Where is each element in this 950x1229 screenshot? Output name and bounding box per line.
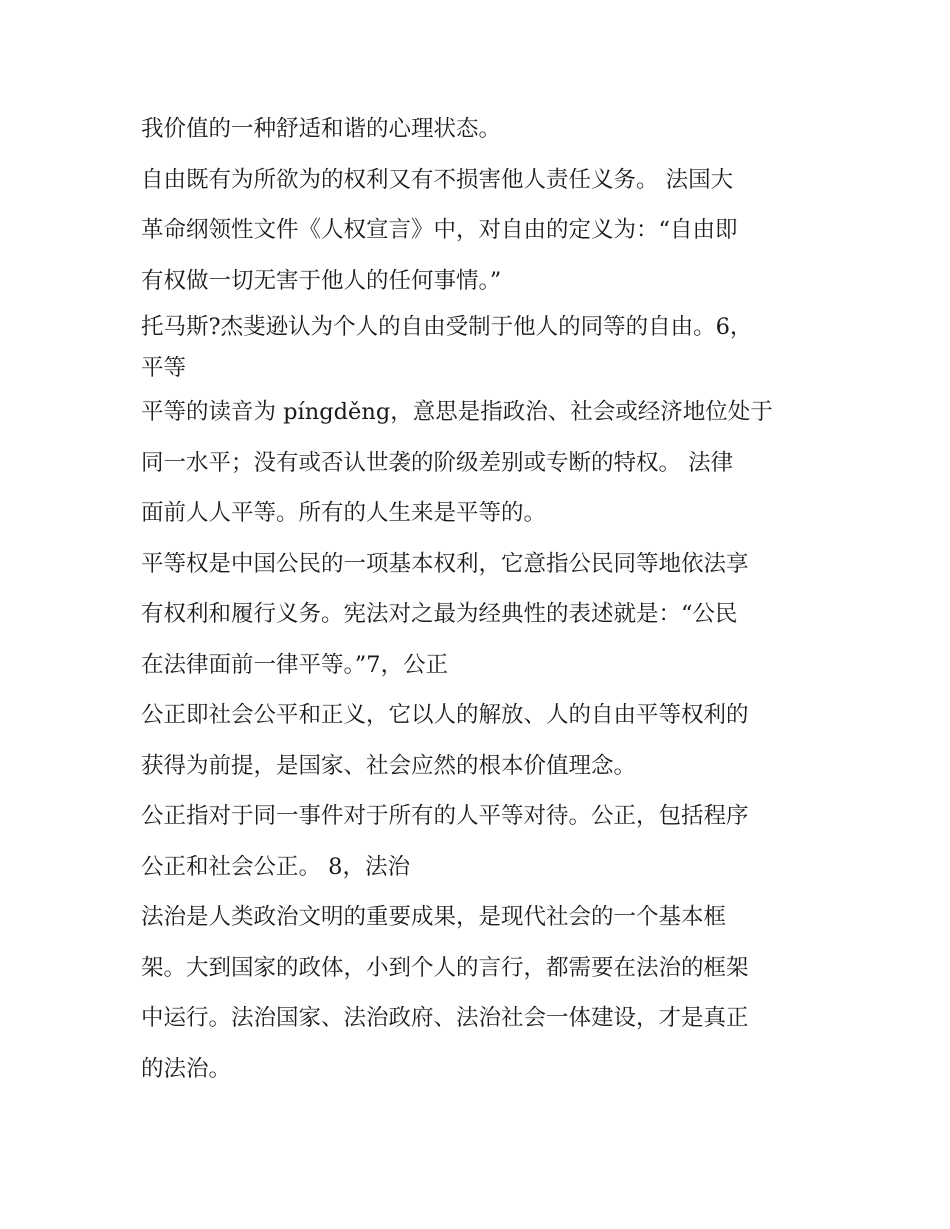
- text-line: 同一水平；没有或否认世袭的阶级差别或专断的特权。 法律: [141, 449, 734, 476]
- text-line: 的法治。: [141, 1055, 232, 1082]
- text-line: 在法律面前一律平等。”7，公正: [141, 651, 449, 678]
- text-line: 自由既有为所欲为的权利又有不损害他人责任义务。 法国大: [141, 166, 734, 193]
- text-line: 公正和社会公正。 8，法治: [141, 853, 410, 880]
- document-body: [141, 104, 821, 1094]
- text-line: 架。大到国家的政体，小到个人的言行，都需要在法治的框架: [141, 954, 749, 981]
- text-line: 公正即社会公平和正义，它以人的解放、人的自由平等权利的: [141, 702, 749, 728]
- text-line: 有权利和履行义务。宪法对之最为经典性的表述就是：“公民: [141, 601, 738, 627]
- text-line: 我价值的一种舒适和谐的心理状态。: [141, 116, 502, 142]
- text-line: 公正指对于同一事件对于所有的人平等对待。公正，包括程序: [141, 803, 749, 829]
- text-line: 平等: [141, 355, 187, 381]
- text-line: 法治是人类政治文明的重要成果，是现代社会的一个基本框: [141, 904, 727, 930]
- text-line: 面前人人平等。所有的人生来是平等的。: [141, 500, 547, 526]
- text-line: 有权做一切无害于他人的任何事情。”: [141, 267, 502, 294]
- text-line: 平等的读音为 píngděng，意思是指政治、社会或经济地位处于: [141, 399, 773, 425]
- text-line: 革命纲领性文件《人权宣言》中，对自由的定义为：“自由即: [141, 217, 738, 243]
- text-line: 托马斯?杰斐逊认为个人的自由受制于他人的同等的自由。6，: [141, 314, 753, 340]
- text-line: 平等权是中国公民的一项基本权利，它意指公民同等地依法享: [141, 550, 749, 577]
- text-line: 获得为前提，是国家、社会应然的根本价值理念。: [141, 752, 637, 779]
- text-line: 中运行。法治国家、法治政府、法治社会一体建设，才是真正: [141, 1005, 749, 1031]
